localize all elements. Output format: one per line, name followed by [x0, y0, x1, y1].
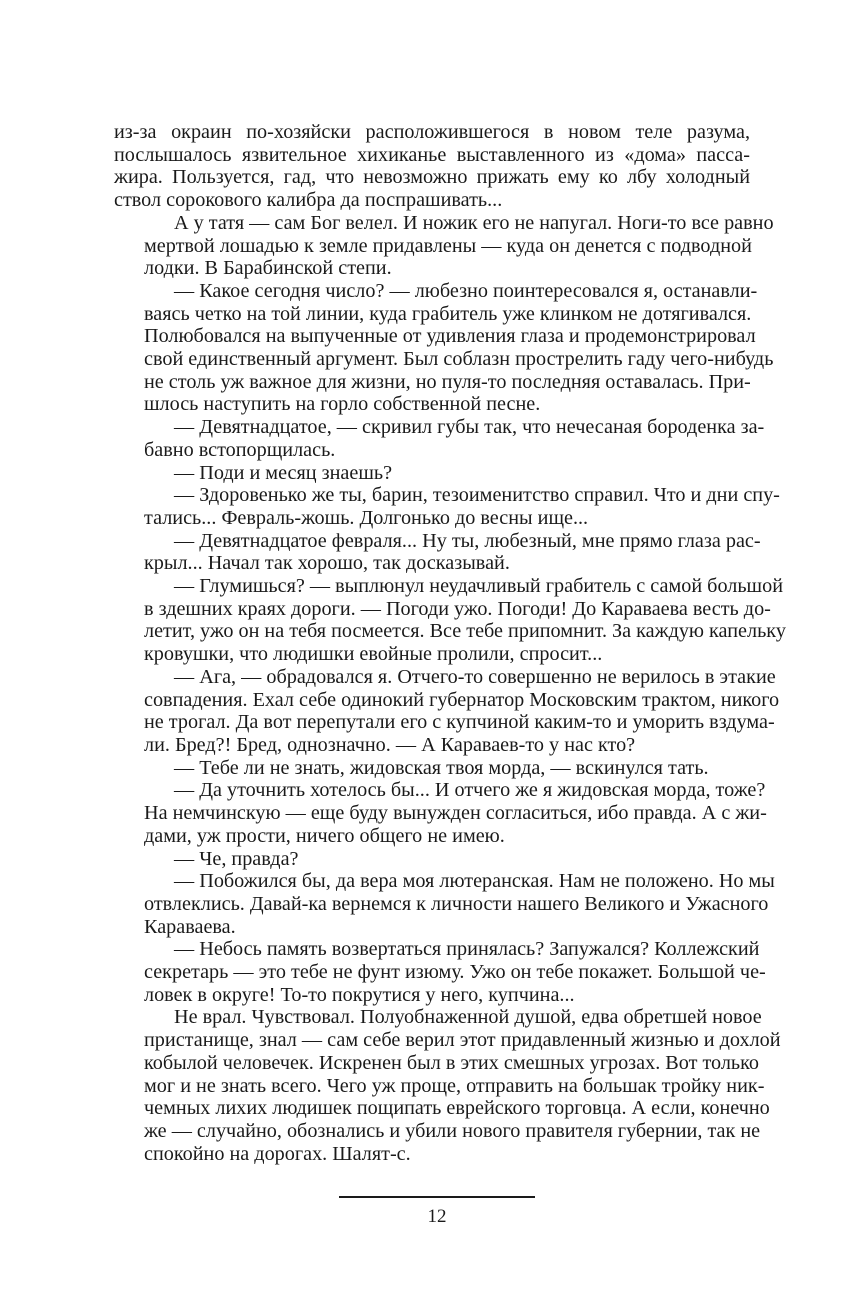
text-line: — Побожился бы, да вера моя лютеранская. Нам не положено. Но мы	[174, 870, 775, 893]
text-line: ловек в округе! То-то покрутися у него, купчина...	[144, 983, 575, 1006]
text-line: совпадения. Ехал себе одинокий губернатор Московским трактом, никого	[144, 688, 780, 711]
text-line: послышалось язвительное хихиканье выставленного из «дома» пасса-	[114, 143, 750, 166]
text-line: шлось наступить на горло собственной песне.	[144, 393, 541, 416]
paragraph	[114, 757, 750, 780]
paragraph	[114, 279, 774, 416]
text-line: — Небось память возвертаться принялась? Запужался? Коллежский	[174, 938, 760, 961]
body-text	[114, 121, 786, 1165]
text-line: На немчинскую — еще буду вынужден согласиться, ибо правда. А с жи-	[144, 802, 767, 825]
text-line: мог и не знать всего. Чего уж проще, отправить на большак тройку ник-	[144, 1074, 765, 1097]
text-line: кобылой человечек. Искренен был в этих смешных угрозах. Вот только	[144, 1051, 760, 1074]
text-line: — Девятнадцатое февраля... Ну ты, любезный, мне прямо глаза рас-	[174, 529, 761, 552]
text-line: же — случайно, обознались и убили нового правителя губернии, так не	[144, 1119, 761, 1142]
paragraph	[114, 121, 750, 212]
text-line: — Девятнадцатое, — скривил губы так, что нечесаная бороденка за-	[174, 416, 765, 439]
text-line: — Поди и месяц знаешь?	[174, 461, 393, 484]
text-line: свой единственный аргумент. Был соблазн прострелить гаду чего-нибудь	[144, 348, 774, 371]
paragraph	[114, 848, 750, 871]
text-line: отвлеклись. Давай-ка вернемся к личности нашего Великого и Ужасного	[144, 892, 769, 915]
text-line: Караваева.	[144, 915, 236, 938]
text-line: из-за окраин по-хозяйски расположившегося в новом теле разума,	[114, 121, 750, 143]
text-line: ваясь четко на той линии, куда грабитель уже клинком не дотягивался.	[144, 302, 752, 325]
text-line: чемных лихих людишек пощипать еврейского торговца. А если, конечно	[144, 1097, 770, 1120]
paragraph	[114, 938, 766, 1006]
paragraph	[114, 462, 750, 485]
text-line: дами, уж прости, ничего общего не имею.	[144, 824, 505, 847]
paragraph	[114, 416, 765, 461]
text-line: лодки. В Барабинской степи.	[144, 257, 392, 280]
text-line: ли. Бред?! Бред, однозначно. — А Караваев-то у нас кто?	[144, 733, 636, 756]
text-line: — Че, правда?	[174, 847, 299, 870]
text-line: — Какое сегодня число? — любезно поинтересовался я, останавли-	[174, 279, 758, 302]
text-line: в здешних краях дороги. — Погоди ужо. Погоди! До Караваева весть до-	[144, 597, 771, 620]
footer-rule	[339, 1196, 535, 1198]
text-line: не столь уж важное для жизни, но пуля-то последняя оставалась. При-	[144, 370, 751, 393]
text-line: — Здоровенько же ты, барин, тезоименитство справил. Что и дни спу-	[174, 484, 780, 507]
text-line: жира. Пользуется, гад, что невозможно прижать ему ко лбу холодный	[114, 166, 750, 189]
paragraph	[114, 1006, 781, 1165]
text-line: Не врал. Чувствовал. Полуобнаженной душой, едва обретшей новое	[174, 1006, 762, 1029]
text-line: ствол сорокового калибра да поспрашивать...	[114, 189, 503, 212]
text-line: бавно встопорщилась.	[144, 438, 336, 461]
text-line: тались... Февраль-жошь. Долгонько до весны ище...	[144, 506, 589, 529]
text-line: — Тебе ли не знать, жидовская твоя морда, — вскинулся тать.	[174, 756, 709, 779]
paragraph	[114, 211, 774, 280]
text-line: — Ага, — обрадовался я. Отчего-то совершенно не верилось в этакие	[174, 665, 776, 688]
page-number: 12	[427, 1206, 447, 1227]
text-line: крыл... Начал так хорошо, так досказывай.	[144, 552, 510, 575]
text-line: — Да уточнить хотелось бы... И отчего же я жидовская морда, тоже?	[174, 779, 766, 802]
text-line: не трогал. Да вот перепутали его с купчиной каким-то и уморить вздума-	[144, 711, 775, 734]
paragraph	[114, 665, 780, 757]
text-line: секретарь — это тебе не фунт изюму. Ужо он тебе покажет. Большой че-	[144, 961, 766, 984]
paragraph	[114, 779, 767, 847]
text-line: А у татя — сам Бог велел. И ножик его не напугал. Ноги-то все равно	[174, 211, 774, 234]
text-line: Полюбовался на выпученные от удивления глаза и продемонстрировал	[144, 325, 756, 348]
text-line: мертвой лошадью к земле придавлены — куда он денется с подводной	[144, 234, 752, 257]
paragraph	[114, 529, 761, 575]
text-line: летит, ужо он на тебя посмеется. Все тебе припомнит. За каждую капельку	[144, 620, 786, 643]
paragraph	[114, 575, 786, 666]
text-line: пристанище, знал — сам себе верил этот придавленный жизнью и дохлой	[144, 1029, 781, 1052]
text-line: — Глумишься? — выплюнул неудачливый грабитель с самой большой	[174, 575, 784, 598]
text-line: кровушки, что людишки евойные пролили, спросит...	[144, 643, 603, 666]
text-line: спокойно на дорогах. Шалят-с.	[144, 1142, 411, 1165]
paragraph	[114, 484, 780, 529]
paragraph	[114, 870, 775, 938]
